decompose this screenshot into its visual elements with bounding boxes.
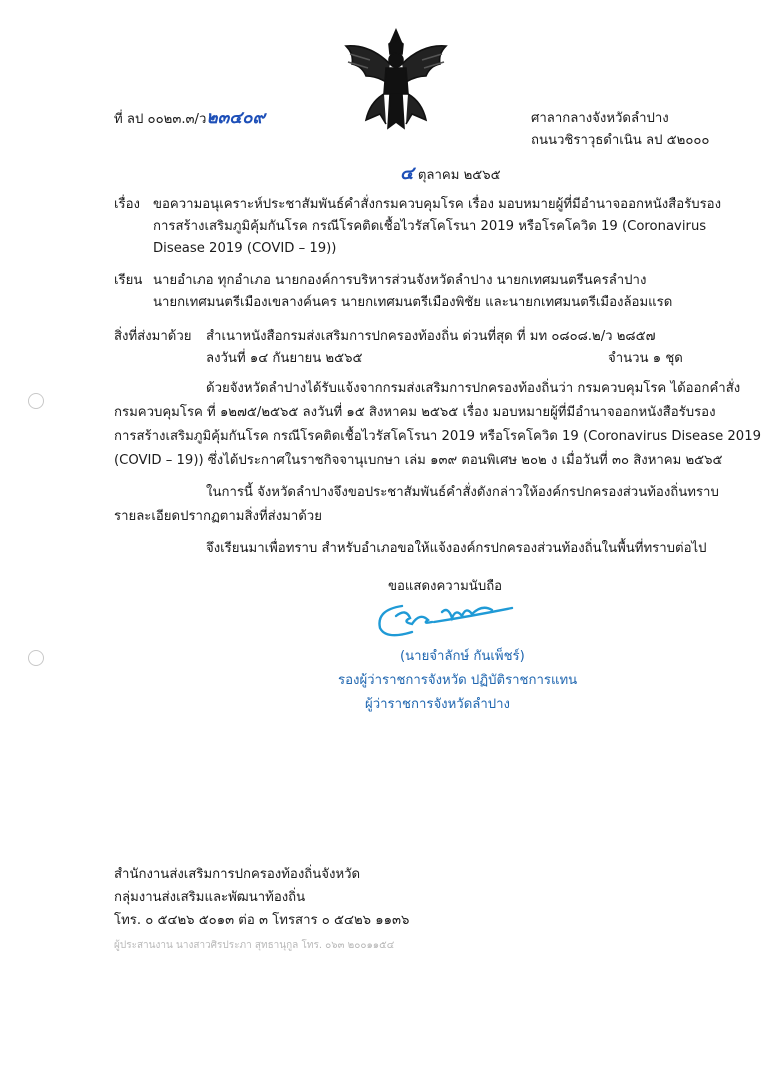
subject-line: Disease 2019 (COVID – 19))	[153, 241, 337, 256]
enclosure-count: จำนวน ๑ ชุด	[608, 351, 683, 366]
date-handwritten-day: ๔	[400, 163, 414, 184]
body-paragraph-line: กรมควบคุมโรค ที่ ๑๒๗๕/๒๕๖๕ ลงวันที่ ๑๕ สิงหาคม ๒๕๖๕ เรื่อง มอบหมายผู้ที่มีอำนาจออกหนังสือรับรอง	[114, 405, 716, 420]
signatory-title-line2: ผู้ว่าราชการจังหวัดลำปาง	[365, 697, 510, 712]
enclosure-line: สำเนาหนังสือกรมส่งเสริมการปกครองท้องถิ่น ด่วนที่สุด ที่ มท ๐๘๐๘.๒/ว ๒๘๕๗	[206, 329, 656, 344]
body-paragraph-line: (COVID – 19)) ซึ่งได้ประกาศในราชกิจจานุเบกษา เล่ม ๑๓๙ ตอนพิเศษ ๒๐๒ ง เมื่อวันที่ ๓๐ สิงหาคม ๒๕๖๕	[114, 453, 723, 468]
sender-address-line1: ศาลากลางจังหวัดลำปาง	[531, 111, 669, 126]
body-paragraph-line: ด้วยจังหวัดลำปางได้รับแจ้งจากกรมส่งเสริมการปกครองท้องถิ่นว่า กรมควบคุมโรค ได้ออกคำสั่ง	[206, 381, 741, 396]
recipient-line: นายอำเภอ ทุกอำเภอ นายกองค์การบริหารส่วนจังหวัดลำปาง นายกเทศมนตรีนครลำปาง	[153, 273, 647, 288]
body-paragraph-line: ในการนี้ จังหวัดลำปางจึงขอประชาสัมพันธ์คำสั่งดังกล่าวให้องค์กรปกครองส่วนท้องถิ่นทราบ	[206, 485, 719, 500]
footer-office: สำนักงานส่งเสริมการปกครองท้องถิ่นจังหวัด	[114, 867, 361, 882]
footer-division: กลุ่มงานส่งเสริมและพัฒนาท้องถิ่น	[114, 890, 306, 905]
letter-date	[400, 165, 501, 185]
punch-hole	[28, 393, 44, 409]
enclosure-date: ลงวันที่ ๑๔ กันยายน ๒๕๖๕	[206, 351, 363, 366]
enclosure-label: สิ่งที่ส่งมาด้วย	[114, 329, 192, 344]
signatory-name: (นายจำลักษ์ กันเพ็ชร์)	[400, 649, 525, 664]
subject-line: ขอความอนุเคราะห์ประชาสัมพันธ์คำสั่งกรมควบคุมโรค เรื่อง มอบหมายผู้ที่มีอำนาจออกหนังสือรับรอง	[153, 197, 722, 212]
recipient-label: เรียน	[114, 273, 143, 288]
handwritten-signature	[372, 598, 522, 644]
subject-line: การสร้างเสริมภูมิคุ้มกันโรค กรณีโรคติดเชื้อไวรัสโคโรนา 2019 หรือโรคโควิด 19 (Coronavirus	[153, 219, 707, 234]
closing-regards: ขอแสดงความนับถือ	[388, 579, 503, 594]
sender-address-line2: ถนนวชิราวุธดำเนิน ลป ๕๒๐๐๐	[531, 133, 710, 148]
signatory-title: รองผู้ว่าราชการจังหวัด ปฏิบัติราชการแทน	[338, 673, 578, 688]
body-paragraph-line: การสร้างเสริมภูมิคุ้มกันโรค กรณีโรคติดเชื้อไวรัสโคโรนา 2019 หรือโรคโควิด 19 (Coronavirus Disease 2019	[114, 429, 761, 444]
body-paragraph-line: รายละเอียดปรากฏตามสิ่งที่ส่งมาด้วย	[114, 509, 322, 524]
punch-hole	[28, 650, 44, 666]
footer-phone: โทร. ๐ ๕๔๒๖ ๕๐๑๓ ต่อ ๓ โทรสาร ๐ ๕๔๒๖ ๑๑๓๖	[114, 913, 410, 928]
reference-number	[114, 109, 265, 129]
body-closing-line: จึงเรียนมาเพื่อทราบ สำหรับอำเภอขอให้แจ้งองค์กรปกครองส่วนท้องถิ่นในพื้นที่ทราบต่อไป	[206, 541, 707, 556]
subject-label: เรื่อง	[114, 197, 140, 212]
footer-coordinator: ผู้ประสานงาน นางสาวศิรประภา สุทธานุกูล โทร. ๐๖๓ ๒๐๐๑๑๕๔	[114, 940, 395, 951]
date-month-year: ตุลาคม ๒๕๖๕	[417, 168, 501, 183]
reference-prefix: ที่ ลป ๐๐๒๓.๓/ว	[114, 112, 207, 127]
reference-handwritten-number: ๒๓๔๐๙	[206, 108, 265, 128]
garuda-seal-emblem	[340, 24, 452, 134]
recipient-line: นายกเทศมนตรีเมืองเขลางค์นคร นายกเทศมนตรีเมืองพิชัย และนายกเทศมนตรีเมืองล้อมแรด	[153, 295, 673, 310]
